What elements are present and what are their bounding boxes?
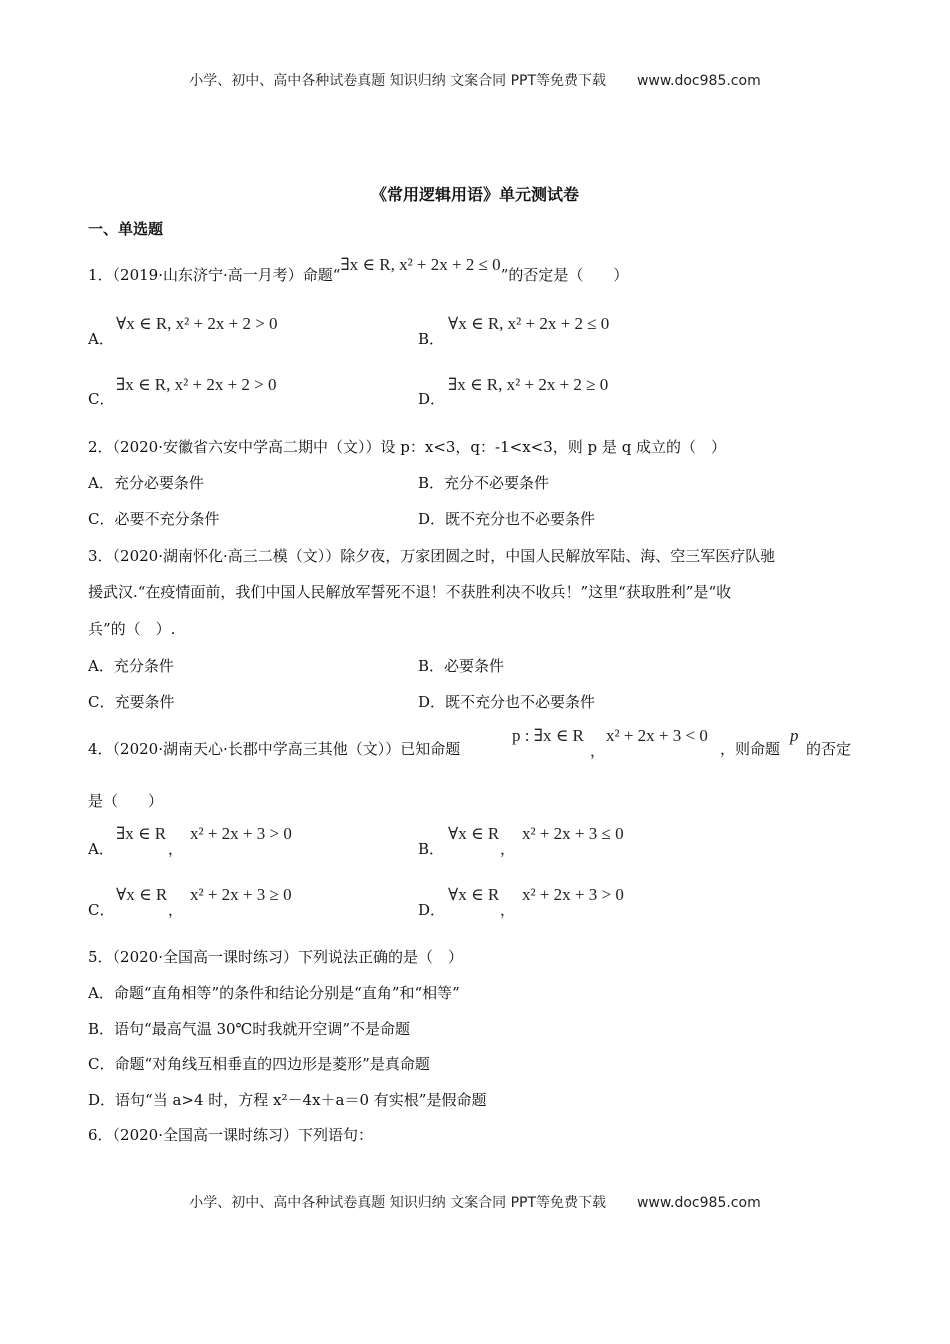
q1-option-b: ∀x ∈ R, x² + 2x + 2 ≤ 0 — [448, 314, 610, 333]
q1-formula: ∃x ∈ R, x² + 2x + 2 ≤ 0 — [340, 255, 501, 274]
q1-option-b-label: B． — [418, 330, 445, 348]
section-heading: 一、单选题 — [88, 220, 164, 238]
q4-option-a-part2: x² + 2x + 3 > 0 — [190, 824, 292, 843]
q4-option-c-sep: ， — [168, 901, 184, 919]
q5-option-c: C．命题“对角线互相垂直的四边形是菱形”是真命题 — [88, 1055, 430, 1073]
question-6-stem: 6．（2020·全国高一课时练习）下列语句： — [88, 1126, 373, 1144]
q4-option-b-part1: ∀x ∈ R — [448, 824, 500, 843]
q3-option-a: A．充分条件 — [88, 657, 174, 675]
q1-post: ”的否定是（ ） — [500, 266, 629, 284]
q1-pre: 1．（2019·山东济宁·高一月考）命题“ — [88, 266, 341, 284]
q3-option-b: B．必要条件 — [418, 657, 505, 675]
header-text: 小学、初中、高中各种试卷真题 知识归纳 文案合同 PPT等免费下载 — [189, 73, 607, 89]
q4-option-c-part2: x² + 2x + 3 ≥ 0 — [190, 885, 292, 904]
q4-option-b-part2: x² + 2x + 3 ≤ 0 — [522, 824, 624, 843]
q5-option-d: D．语句“当 a>4 时，方程 x²－4x＋a＝0 有实根”是假命题 — [88, 1091, 487, 1109]
q4-option-a-part1: ∃x ∈ R — [116, 824, 167, 843]
q1-option-c: ∃x ∈ R, x² + 2x + 2 > 0 — [116, 375, 277, 394]
q4-formula-ineq: x² + 2x + 3 < 0 — [606, 726, 708, 745]
q1-option-c-label: C． — [88, 390, 115, 408]
q5-option-a: A．命题“直角相等”的条件和结论分别是“直角”和“相等” — [88, 984, 460, 1002]
q4-option-b-label: B． — [418, 840, 445, 858]
q4-option-b-sep: ， — [500, 840, 516, 858]
question-3-line-3: 兵”的（ ）. — [88, 620, 176, 638]
page-footer — [0, 1192, 950, 1212]
q4-mid: ，则命题 — [720, 740, 781, 758]
q1-option-d: ∃x ∈ R, x² + 2x + 2 ≥ 0 — [448, 375, 609, 394]
q3-option-d: D．既不充分也不必要条件 — [418, 693, 596, 711]
footer-url[interactable]: www.doc985.com — [636, 1195, 761, 1211]
q1-option-d-label: D． — [418, 390, 446, 408]
q2-option-b: B．充分不必要条件 — [418, 474, 550, 492]
q4-option-c-label: C． — [88, 901, 115, 919]
question-3-line-2: 援武汉.“在疫情面前，我们中国人民解放军誓死不退！不获胜利决不收兵！”这里“获取胜利”是“收 — [88, 583, 732, 601]
q4-line-2: 是（ ） — [88, 792, 164, 810]
q1-option-a: ∀x ∈ R, x² + 2x + 2 > 0 — [116, 314, 278, 333]
footer-text: 小学、初中、高中各种试卷真题 知识归纳 文案合同 PPT等免费下载 — [189, 1195, 607, 1211]
q2-option-d: D．既不充分也不必要条件 — [418, 510, 596, 528]
header-url[interactable]: www.doc985.com — [636, 73, 761, 89]
q1-option-a-label: A． — [88, 330, 114, 348]
q5-option-b: B．语句“最高气温 30℃时我就开空调”不是命题 — [88, 1020, 410, 1038]
question-5-stem: 5．（2020·全国高一课时练习）下列说法正确的是（ ） — [88, 948, 463, 966]
q4-option-d-part2: x² + 2x + 3 > 0 — [522, 885, 624, 904]
q4-formula-p: p : ∃x ∈ R — [512, 726, 584, 745]
q4-option-d-sep: ， — [500, 901, 516, 919]
page-title: 《常用逻辑用语》单元测试卷 — [370, 185, 579, 204]
question-3-line-1: 3．（2020·湖南怀化·高三二模（文））除夕夜，万家团圆之时，中国人民解放军陆、海、空三军医疗队驰 — [88, 547, 776, 565]
q3-option-c: C．充要条件 — [88, 693, 175, 711]
question-2-stem: 2．（2020·安徽省六安中学高二期中（文））设 p：x<3，q：-1<x<3，则 p 是 q 成立的（ ） — [88, 438, 727, 456]
page-header — [0, 70, 950, 90]
question-1-stem — [88, 255, 629, 285]
q4-option-c-part1: ∀x ∈ R — [116, 885, 168, 904]
q2-option-c: C．必要不充分条件 — [88, 510, 220, 528]
q4-option-d-part1: ∀x ∈ R — [448, 885, 500, 904]
q4-option-d-label: D． — [418, 901, 446, 919]
q2-option-a: A．充分必要条件 — [88, 474, 204, 492]
q4-comma: ， — [590, 742, 606, 760]
q4-post: 的否定 — [806, 740, 852, 758]
q4-pre: 4．（2020·湖南天心·长郡中学高三其他（文））已知命题 — [88, 740, 461, 758]
q4-option-a-sep: ， — [168, 840, 184, 858]
q4-option-a-label: A． — [88, 840, 114, 858]
q4-formula-var: p — [790, 726, 799, 745]
